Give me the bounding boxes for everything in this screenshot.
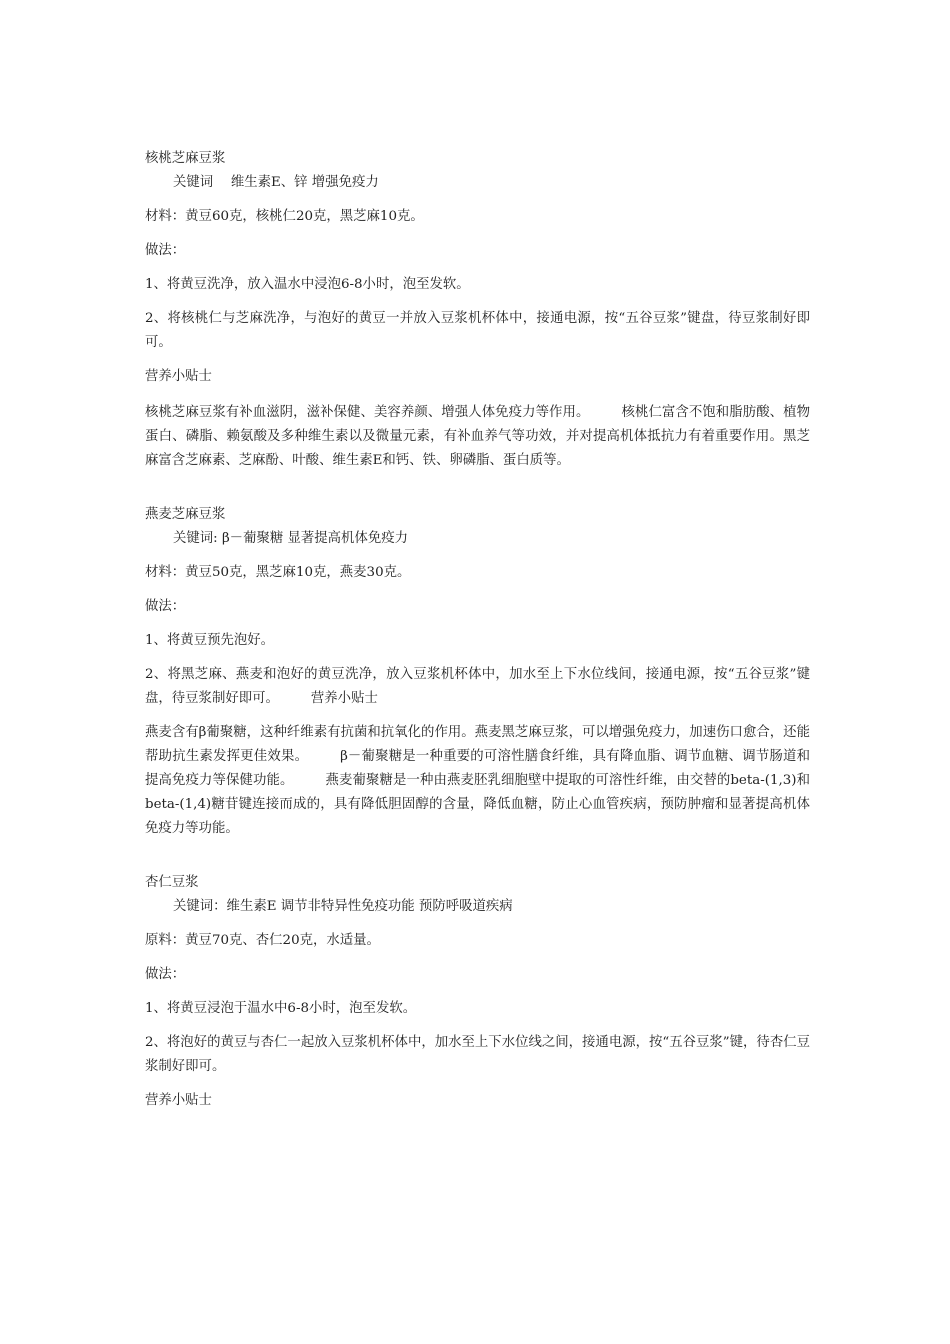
tip-label: 营养小贴士 (145, 369, 212, 384)
tip-text: 燕麦含有β葡聚糖，这种纤维素有抗菌和抗氧化的作用。燕麦黑芝麻豆浆，可以增强免疫力，加速伤口愈合，还能帮助抗生素发挥更佳效果。 (145, 725, 810, 764)
method-step: 2、将泡好的黄豆与杏仁一起放入豆浆机杯体中，加水至上下水位线之间，接通电源，按“五谷豆浆”键，待杏仁豆浆制好即可。 (145, 1035, 810, 1074)
tip-text: β－葡聚糖是一种重要的可溶性膳食纤维，具有降血脂、调节血糖、调节肠道和提高免疫力等保健功能。 (145, 749, 810, 788)
recipe-title: 核桃芝麻豆浆 (145, 151, 226, 166)
method-step-text: 2、将黑芝麻、燕麦和泡好的黄豆洗净，放入豆浆机杯体中，加水至上下水位线间，接通电源，按“五谷豆浆”键盘，待豆浆制好即可。 (145, 667, 810, 706)
recipe-section (145, 871, 810, 1113)
recipe-section (145, 503, 810, 841)
tip-paragraph (145, 721, 810, 841)
recipe-keywords: 关键词：维生素E 调节非特异性免疫功能 预防呼吸道疾病 (173, 899, 513, 914)
tip-label: 营养小贴士 (145, 1093, 212, 1108)
method-step (145, 663, 810, 711)
tip-text: 核桃芝麻豆浆有补血滋阴，滋补保健、美容养颜、增强人体免疫力等作用。 (145, 405, 590, 420)
tip-text: 燕麦葡聚糖是一种由燕麦胚乳细胞壁中提取的可溶性纤维，由交替的beta-(1,3)和beta-(1,4)糖苷键连接而成的，具有降低胆固醇的含量，降低血糖，防止心血管疾病，预防肿瘤和显著提高机体免疫力等功能。 (145, 773, 810, 836)
method-step: 2、将核桃仁与芝麻洗净，与泡好的黄豆一并放入豆浆机杯体中，接通电源，按“五谷豆浆”键盘，待豆浆制好即可。 (145, 311, 810, 350)
method-step: 1、将黄豆洗净，放入温水中浸泡6-8小时，泡至发软。 (145, 277, 470, 292)
recipe-keywords: 关键词 维生素E、锌 增强免疫力 (173, 175, 379, 190)
recipe-title: 燕麦芝麻豆浆 (145, 507, 226, 522)
tip-paragraph (145, 401, 810, 473)
method-step: 1、将黄豆预先泡好。 (145, 633, 275, 648)
tip-label: 营养小贴士 (310, 691, 378, 706)
recipe-materials: 材料：黄豆60克，核桃仁20克，黑芝麻10克。 (145, 209, 424, 224)
method-label: 做法： (145, 967, 186, 982)
method-label: 做法： (145, 599, 186, 614)
recipe-materials: 原料：黄豆70克、杏仁20克，水适量。 (145, 933, 380, 948)
recipe-title: 杏仁豆浆 (145, 875, 199, 890)
recipe-materials: 材料：黄豆50克，黑芝麻10克，燕麦30克。 (145, 565, 411, 580)
method-label: 做法： (145, 243, 186, 258)
recipe-keywords: 关键词: β－葡聚糖 显著提高机体免疫力 (173, 531, 409, 546)
tip-text: 核桃仁富含不饱和脂肪酸、植物蛋白、磷脂、赖氨酸及多种维生素以及微量元素，有补血养气等功效，并对提高机体抵抗力有着重要作用。黑芝麻富含芝麻素、芝麻酚、叶酸、维生素E和钙、铁、卵磷脂、蛋白质等。 (145, 405, 811, 468)
document-page (145, 147, 810, 1113)
method-step: 1、将黄豆浸泡于温水中6-8小时，泡至发软。 (145, 1001, 417, 1016)
recipe-section (145, 147, 810, 473)
